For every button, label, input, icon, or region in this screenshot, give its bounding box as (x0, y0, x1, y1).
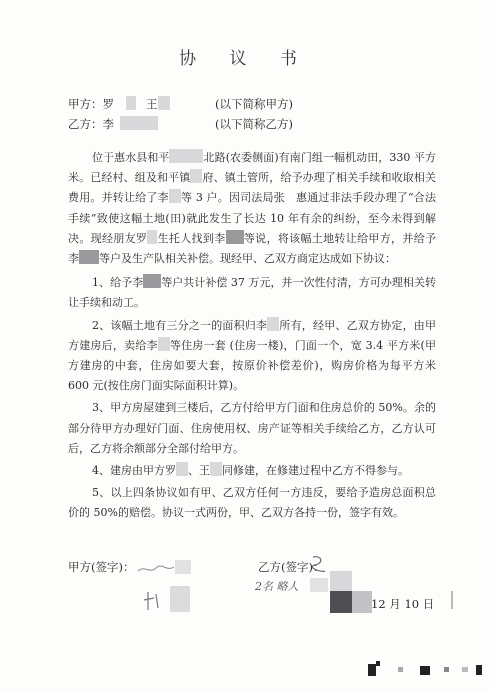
redaction-mask (210, 462, 222, 476)
redaction-mask (352, 591, 372, 613)
paragraph-clause-4 (68, 461, 436, 481)
text-run: 等户及生产队相关补偿。现经甲、乙双方商定达成如下协议： (99, 252, 396, 266)
text-run: 府、镇土管所，给予办理了相关手续和收取相关费用。并转让给了李 (68, 171, 436, 205)
redaction-mask (330, 571, 352, 591)
redaction-mask (267, 317, 279, 331)
redaction-mask (158, 337, 170, 351)
text-run: 、王 (188, 464, 210, 478)
party-a-prefix: 甲方：罗 (68, 97, 114, 111)
party-a-alias: (以下简称甲方) (215, 97, 293, 111)
redaction-mask (120, 116, 158, 130)
text-run: 所有，经甲、乙双方协定，由甲方建房后，卖给李 (68, 318, 437, 352)
text-run: 等说，将该幅土地转让给甲方，并给予李 (68, 231, 437, 266)
text-run: 等户共计补偿 37 万元，并一次性付清，方可办理相关转让手续和动工。 (68, 276, 436, 310)
redaction-mask (175, 560, 191, 574)
party-b-line (68, 116, 293, 132)
text-run: 1、给予李 (92, 276, 144, 290)
redaction-mask (176, 462, 188, 476)
redaction-mask (143, 274, 161, 288)
redaction-mask (190, 169, 202, 183)
signing-date: 12 月 10 日 (371, 597, 435, 611)
redaction-mask (170, 586, 190, 612)
redaction-mask (169, 189, 181, 203)
party-b-prefix: 乙方：李 (68, 117, 114, 131)
text-run: 同修建，在修建过程中乙方不得参与。 (222, 464, 409, 478)
scan-artifact-strip (0, 661, 490, 677)
redaction-mask (158, 96, 170, 110)
redaction-mask (310, 578, 328, 592)
party-b-signature-label: 乙方(签字)： (258, 560, 325, 574)
text-run: 4、建房由甲方罗 (92, 464, 176, 478)
redaction-mask (169, 149, 203, 163)
text-run: 生托人找到李 (157, 231, 226, 245)
paragraph-intro (68, 148, 436, 269)
text-run: 位于惠水县和平 (92, 151, 170, 164)
party-a-line (68, 96, 293, 112)
redaction-mask (79, 250, 99, 264)
document-title: 协 议 书 (179, 49, 311, 69)
paragraph-clause-5: 5、以上四条协议如有甲、乙双方任何一方违反，要给予造房总面积总价的 50%的赔偿。协议一式两份，甲、乙双方各持一份，签字有效。 (68, 486, 436, 520)
party-a-handwritten-mark (142, 590, 166, 612)
text-run: 2、该幅土地有三分之一的面积归李 (92, 318, 268, 332)
redaction-mask (226, 230, 244, 244)
paragraph-clause-3: 3、甲方房屋建到三楼后，乙方付给甲方门面和住房总价的 50%。余的部分待甲方办理好门面、住房使用权、房产证等相关手续给乙方，乙方认可后，乙方将余额部分全部付给甲方。 (68, 401, 436, 455)
party-b-alias: (以下简称乙方) (215, 117, 293, 131)
party-a-signature-scribble (136, 562, 176, 576)
party-a-signature-label: 甲方(签字)： (68, 560, 135, 574)
party-b-handwriting: 2名 略人 (255, 580, 299, 593)
party-a-mid: 王 (146, 97, 158, 111)
text-run: 北路(农委侧面)有南门组一幅机动田，330 平方米。已经村、组及和平镇 (68, 151, 436, 185)
redaction-mask (147, 230, 157, 244)
paragraph-clause-2 (68, 316, 436, 397)
party-a-signature (68, 559, 134, 575)
party-b-signature-scribble (310, 553, 328, 575)
agreement-body (68, 148, 436, 524)
redaction-mask (330, 591, 352, 613)
margin-mark (448, 590, 456, 610)
text-run: 等 3 户。因司法局张 惠通过非法手段办理了“合法手续”致使这幅土地(田)就此发生了长达 10 年有余的纠纷，至今未得到解决。现经朋友罗 (68, 191, 437, 245)
text-run: 等住房一套 (住房一楼)，门面一个，宽 3.4 平方米(甲方建房的中套，住房如要大套，按原价补偿差价)，购房价格为每平方米 600 元(按住房门面实际面积计算)。 (68, 338, 437, 393)
redaction-mask (126, 96, 136, 110)
paragraph-clause-1 (68, 273, 436, 313)
